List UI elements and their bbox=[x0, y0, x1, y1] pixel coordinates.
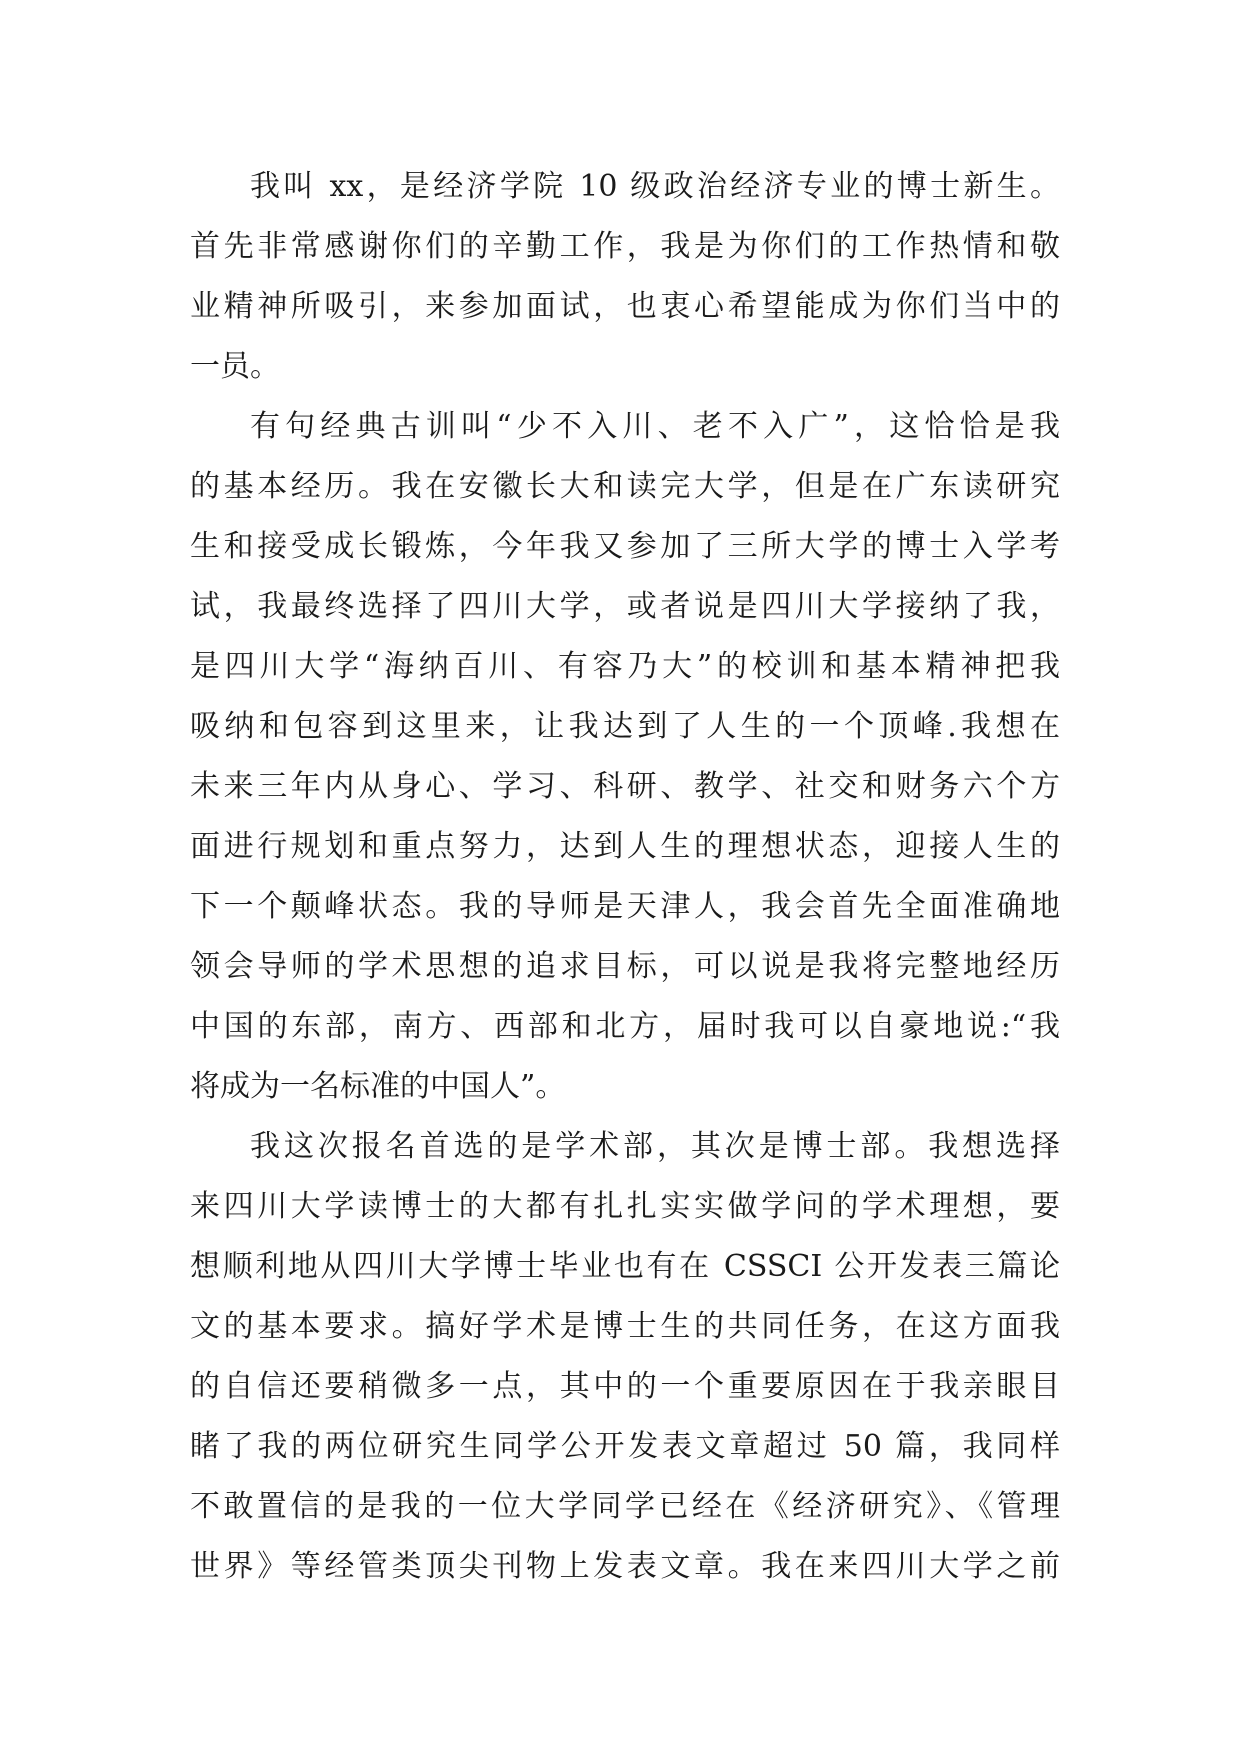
document-body bbox=[190, 157, 1060, 1597]
paragraph-3-line-7: 不敢置信的是我的一位大学同学已经在《经济研究》、《管理 bbox=[190, 1489, 1060, 1524]
paragraph-1-line-3: 业精神所吸引，来参加面试，也衷心希望能成为你们当中的 bbox=[190, 289, 1060, 324]
paragraph-2-line-2: 的基本经历。我在安徽长大和读完大学，但是在广东读研究 bbox=[190, 469, 1060, 504]
paragraph-2-line-6: 吸纳和包容到这里来，让我达到了人生的一个顶峰.我想在 bbox=[190, 709, 1060, 744]
paragraph-2-line-8: 面进行规划和重点努力，达到人生的理想状态，迎接人生的 bbox=[190, 829, 1060, 864]
paragraph-3-line-1: 我这次报名首选的是学术部，其次是博士部。我想选择 bbox=[250, 1129, 1060, 1164]
paragraph-2-line-5: 是四川大学“海纳百川、有容乃大”的校训和基本精神把我 bbox=[190, 649, 1060, 684]
paragraph-1-line-4: 一员。 bbox=[190, 349, 280, 384]
paragraph-1-line-1: 我叫 xx，是经济学院 10 级政治经济专业的博士新生。 bbox=[250, 169, 1060, 204]
paragraph-2-line-1: 有句经典古训叫“少不入川、老不入广”，这恰恰是我 bbox=[250, 409, 1060, 444]
paragraph-2-line-9: 下一个颠峰状态。我的导师是天津人，我会首先全面准确地 bbox=[190, 889, 1060, 924]
paragraph-3-line-3: 想顺利地从四川大学博士毕业也有在 CSSCI 公开发表三篇论 bbox=[190, 1249, 1060, 1284]
paragraph-3-line-4: 文的基本要求。搞好学术是博士生的共同任务，在这方面我 bbox=[190, 1309, 1060, 1344]
paragraph-2-line-3: 生和接受成长锻炼，今年我又参加了三所大学的博士入学考 bbox=[190, 529, 1060, 564]
paragraph-1-line-2: 首先非常感谢你们的辛勤工作，我是为你们的工作热情和敬 bbox=[190, 229, 1060, 264]
paragraph-2-line-10: 领会导师的学术思想的追求目标，可以说是我将完整地经历 bbox=[190, 949, 1060, 984]
paragraph-2-line-7: 未来三年内从身心、学习、科研、教学、社交和财务六个方 bbox=[190, 769, 1060, 804]
paragraph-3-line-5: 的自信还要稍微多一点，其中的一个重要原因在于我亲眼目 bbox=[190, 1369, 1060, 1404]
paragraph-3-line-6: 睹了我的两位研究生同学公开发表文章超过 50 篇，我同样 bbox=[190, 1429, 1060, 1464]
paragraph-3-line-8: 世界》等经管类顶尖刊物上发表文章。我在来四川大学之前 bbox=[190, 1549, 1060, 1584]
paragraph-2-line-4: 试，我最终选择了四川大学，或者说是四川大学接纳了我， bbox=[190, 589, 1060, 624]
paragraph-2-line-11: 中国的东部，南方、西部和北方，届时我可以自豪地说:“我 bbox=[190, 1009, 1060, 1044]
paragraph-3-line-2: 来四川大学读博士的大都有扎扎实实做学问的学术理想，要 bbox=[190, 1189, 1060, 1224]
paragraph-2-line-12: 将成为一名标准的中国人”。 bbox=[190, 1069, 566, 1104]
